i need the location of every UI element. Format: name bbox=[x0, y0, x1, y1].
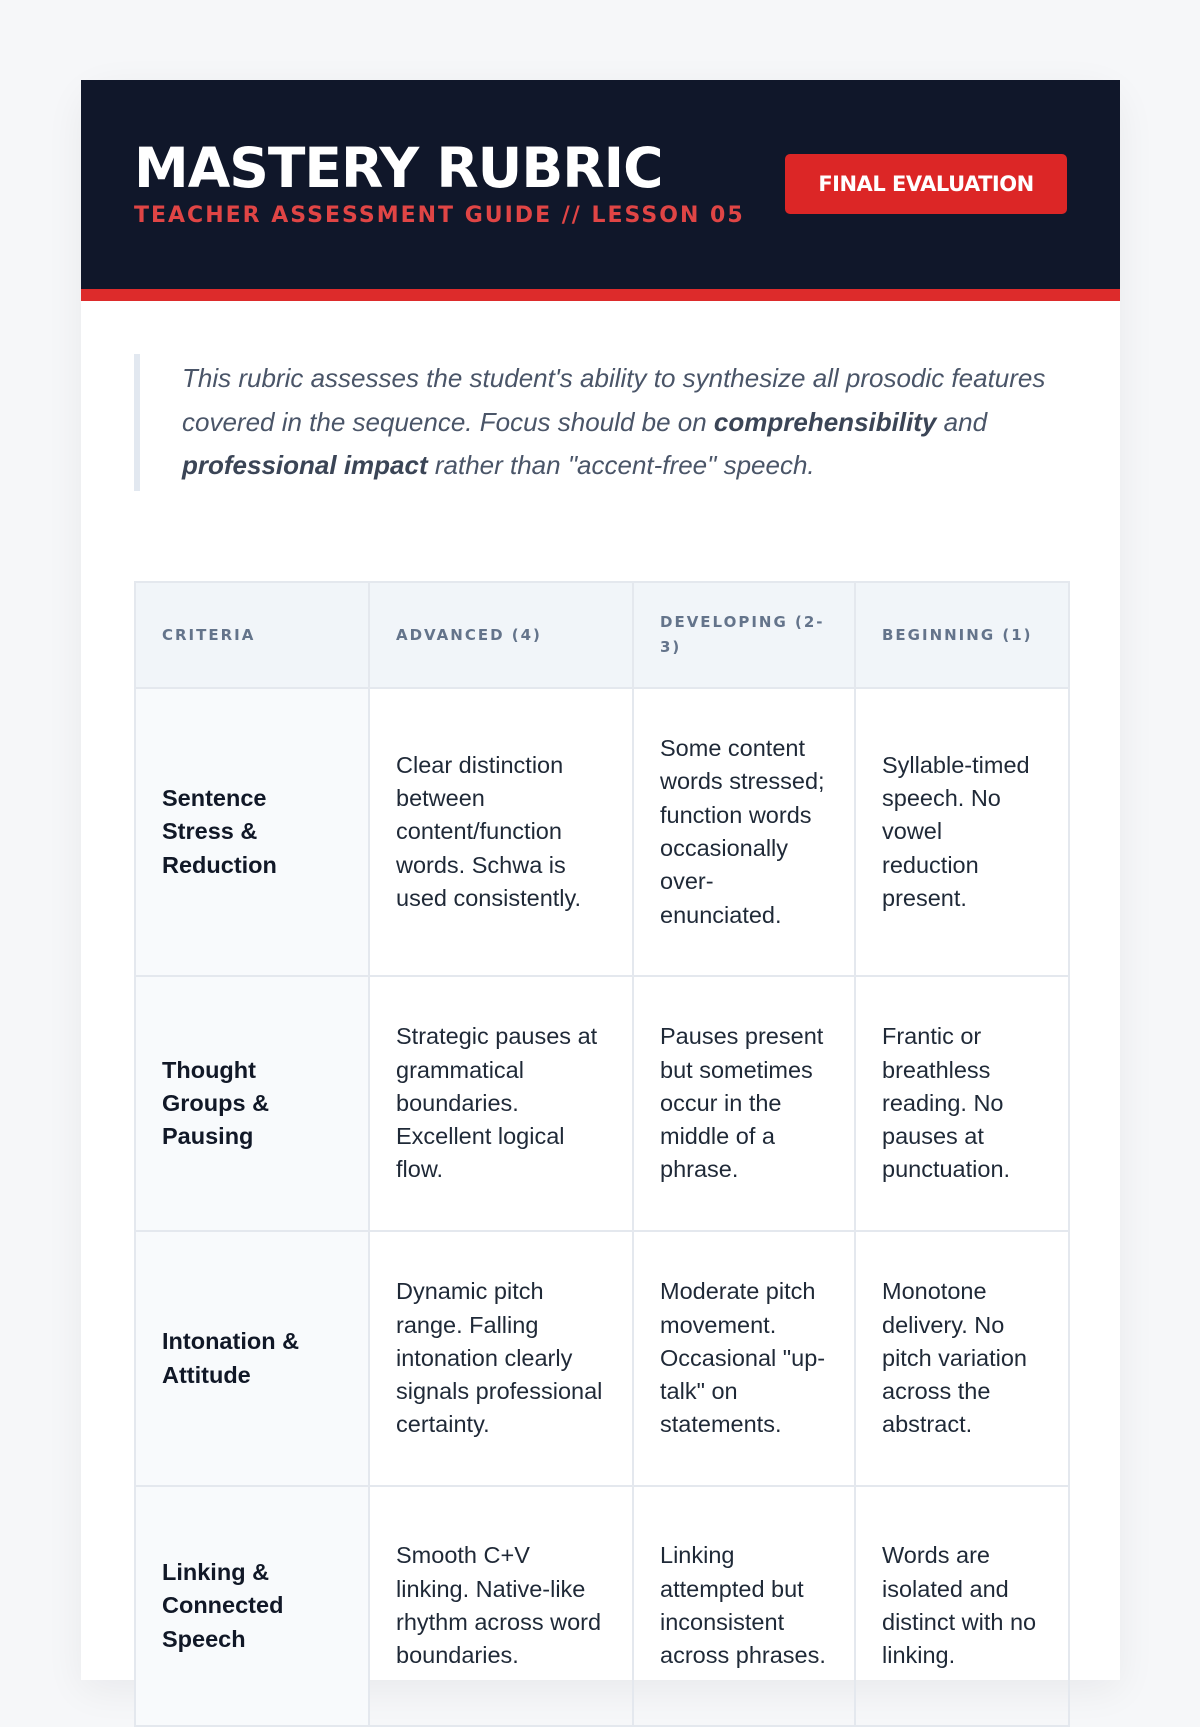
advanced-cell: Strategic pauses at grammatical boundaries. Excellent logical flow. bbox=[369, 976, 633, 1231]
page-subtitle: TEACHER ASSESSMENT GUIDE // LESSON 05 bbox=[134, 203, 745, 228]
header-advanced: ADVANCED (4) bbox=[369, 582, 633, 688]
header-criteria: CRITERIA bbox=[135, 582, 369, 688]
advanced-cell: Dynamic pitch range. Falling intonation clearly signals professional certainty. bbox=[369, 1231, 633, 1486]
criteria-cell: Sentence Stress & Reduction bbox=[135, 688, 369, 976]
criteria-cell: Intonation & Attitude bbox=[135, 1231, 369, 1486]
header bbox=[81, 80, 1120, 289]
header-developing: DEVELOPING (2-3) bbox=[633, 582, 855, 688]
rubric-card bbox=[81, 80, 1120, 1680]
table-header-row bbox=[135, 582, 1069, 688]
developing-cell: Moderate pitch movement. Occasional "up-talk" on statements. bbox=[633, 1231, 855, 1486]
final-evaluation-badge: FINAL EVALUATION bbox=[785, 154, 1067, 214]
intro-quote bbox=[134, 354, 1074, 491]
header-beginning: BEGINNING (1) bbox=[855, 582, 1069, 688]
beginning-cell: Words are isolated and distinct with no linking. bbox=[855, 1486, 1069, 1726]
intro-text-2: and bbox=[936, 406, 988, 437]
page-title: MASTERY RUBRIC bbox=[134, 136, 663, 200]
criteria-cell: Thought Groups & Pausing bbox=[135, 976, 369, 1231]
intro-text-3: rather than "accent-free" speech. bbox=[427, 450, 815, 480]
rubric-table bbox=[134, 581, 1070, 1727]
table-row bbox=[135, 1231, 1069, 1486]
developing-cell: Linking attempted but inconsistent across phrases. bbox=[633, 1486, 855, 1726]
intro-bold-comprehensibility: comprehensibility bbox=[713, 406, 937, 437]
beginning-cell: Frantic or breathless reading. No pauses at punctuation. bbox=[855, 976, 1069, 1231]
intro-text-1: This rubric assesses the student's ability to synthesize all prosodic features covered in the sequence. Focus should be on bbox=[182, 363, 1046, 437]
intro-bold-professional-impact: professional impact bbox=[182, 450, 428, 480]
advanced-cell: Smooth C+V linking. Native-like rhythm across word boundaries. bbox=[369, 1486, 633, 1726]
beginning-cell: Monotone delivery. No pitch variation across the abstract. bbox=[855, 1231, 1069, 1486]
developing-cell: Pauses present but sometimes occur in the middle of a phrase. bbox=[633, 976, 855, 1231]
beginning-cell: Syllable-timed speech. No vowel reduction present. bbox=[855, 688, 1069, 976]
table-row bbox=[135, 688, 1069, 976]
criteria-cell: Linking & Connected Speech bbox=[135, 1486, 369, 1726]
table-row bbox=[135, 976, 1069, 1231]
advanced-cell: Clear distinction between content/function words. Schwa is used consistently. bbox=[369, 688, 633, 976]
table-row bbox=[135, 1486, 1069, 1726]
header-accent-bar bbox=[81, 289, 1120, 301]
developing-cell: Some content words stressed; function words occasionally over-enunciated. bbox=[633, 688, 855, 976]
